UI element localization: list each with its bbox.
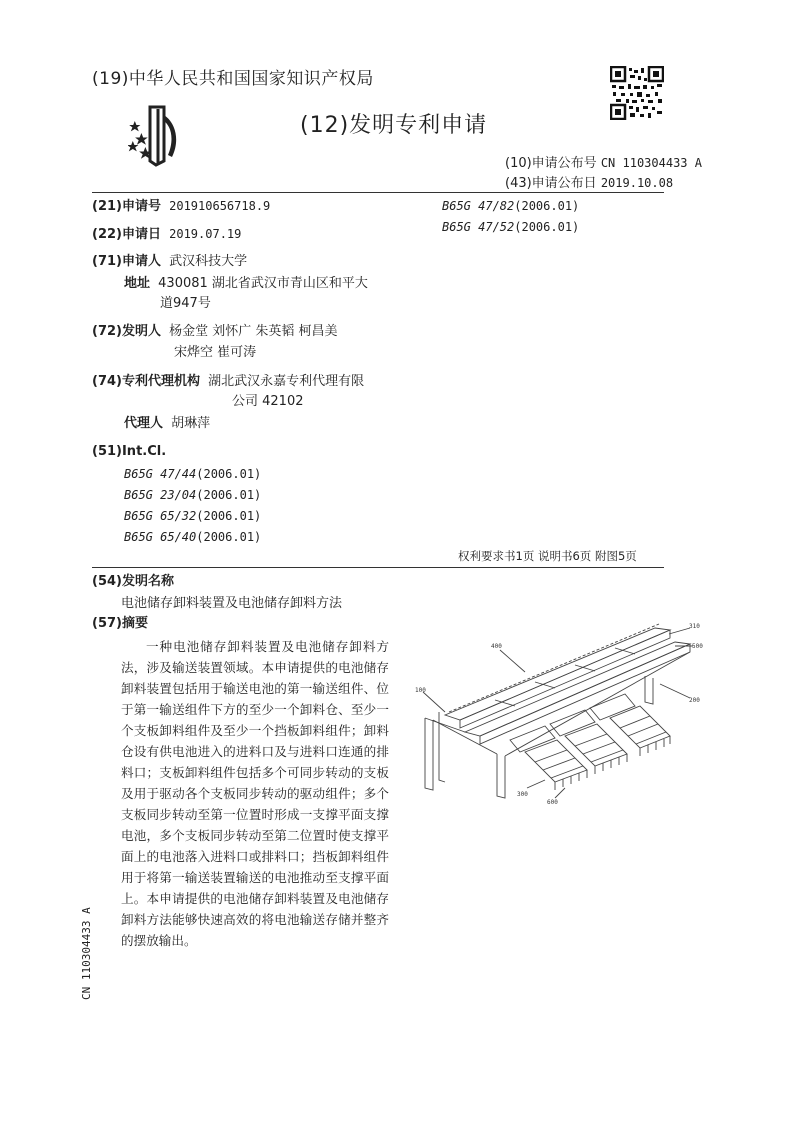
- invention-title-label: (54)发明名称: [92, 574, 174, 589]
- figure-label: 310: [689, 623, 700, 630]
- figure-label: 300: [517, 791, 528, 798]
- abstract-text: 一种电池储存卸料装置及电池储存卸料方法，涉及输送装置领域。本申请提供的电池储存卸料装置包括用于输送电池的第一输送组件、位于第一输送组件下方的至少一个卸料仓、至少一个支板卸料组件及至少一个挡板卸料组件；卸料仓设有供电池进入的进料口及与进料口连通的排料口；支板卸料组件包括多个可同步转动的支板及用于驱动各个支板同步转动的驱动组件；多个支板同步转动至第一位置时形成一支撑平面支撑电池，多个支板同步转动至第二位置时使支撑平面上的电池落入进料口或排料口；挡板卸料组件用于将第一输送装置输送的电池推动至支撑平面上。本申请提供的电池储存卸料装置及电池储存卸料方法能够快速高效的将电池输送存储并整齐的摆放输出。: [121, 639, 389, 948]
- application-number: (21)申请号 201910656718.9: [92, 199, 271, 214]
- patent-agency-line2: 公司 42102: [232, 394, 304, 409]
- invention-title: 电池储存卸料装置及电池储存卸料方法: [121, 596, 343, 611]
- figure-label: 600: [547, 799, 558, 806]
- applicant: (71)申请人 武汉科技大学: [92, 254, 248, 269]
- document-type: (12)发明专利申请: [300, 113, 488, 138]
- cnipa-logo: [128, 105, 184, 167]
- intcl-item: B65G 65/40(2006.01): [124, 530, 262, 544]
- application-date: (22)申请日 2019.07.19: [92, 227, 242, 242]
- intcl-label: (51)Int.Cl.: [92, 444, 167, 459]
- intcl-item-right: B65G 47/52(2006.01): [442, 220, 580, 234]
- publication-number-row: [505, 152, 702, 171]
- patent-agent: 代理人 胡琳萍: [124, 416, 211, 431]
- inventors-line2: 宋烨空 崔可涛: [174, 345, 257, 360]
- intcl-item: B65G 65/32(2006.01): [124, 509, 262, 523]
- intcl-item-right: B65G 47/82(2006.01): [442, 199, 580, 213]
- intcl-item: B65G 23/04(2006.01): [124, 488, 262, 502]
- office-name: (19)中华人民共和国国家知识产权局: [92, 69, 374, 89]
- figure-label: 100: [415, 687, 426, 694]
- qr-code: [610, 66, 664, 120]
- figure-label: 500: [692, 643, 703, 650]
- side-publication-number: CN 110304433 A: [80, 907, 93, 1000]
- patent-agency: (74)专利代理机构 湖北武汉永嘉专利代理有限: [92, 374, 365, 389]
- abstract-label: (57)摘要: [92, 616, 148, 631]
- pub-no-label: (10)申请公布号: [505, 156, 597, 171]
- pub-no: CN 110304433 A: [600, 156, 702, 170]
- biblio-divider: [92, 567, 664, 568]
- publication-date-row: [505, 172, 673, 191]
- figure-label: 400: [491, 643, 502, 650]
- header-divider: [92, 192, 664, 193]
- inventors: (72)发明人 杨金堂 刘怀广 朱英韬 柯昌美: [92, 324, 338, 339]
- pub-date-label: (43)申请公布日: [505, 176, 597, 191]
- pages-summary: 权利要求书1页 说明书6页 附图5页: [458, 549, 637, 563]
- intcl-item: B65G 47/44(2006.01): [124, 467, 262, 481]
- address-line2: 道947号: [160, 296, 211, 311]
- abstract-figure: [405, 620, 705, 810]
- pub-date: 2019.10.08: [600, 176, 674, 190]
- address: 地址 430081 湖北省武汉市青山区和平大: [124, 276, 368, 291]
- figure-label: 200: [689, 697, 700, 704]
